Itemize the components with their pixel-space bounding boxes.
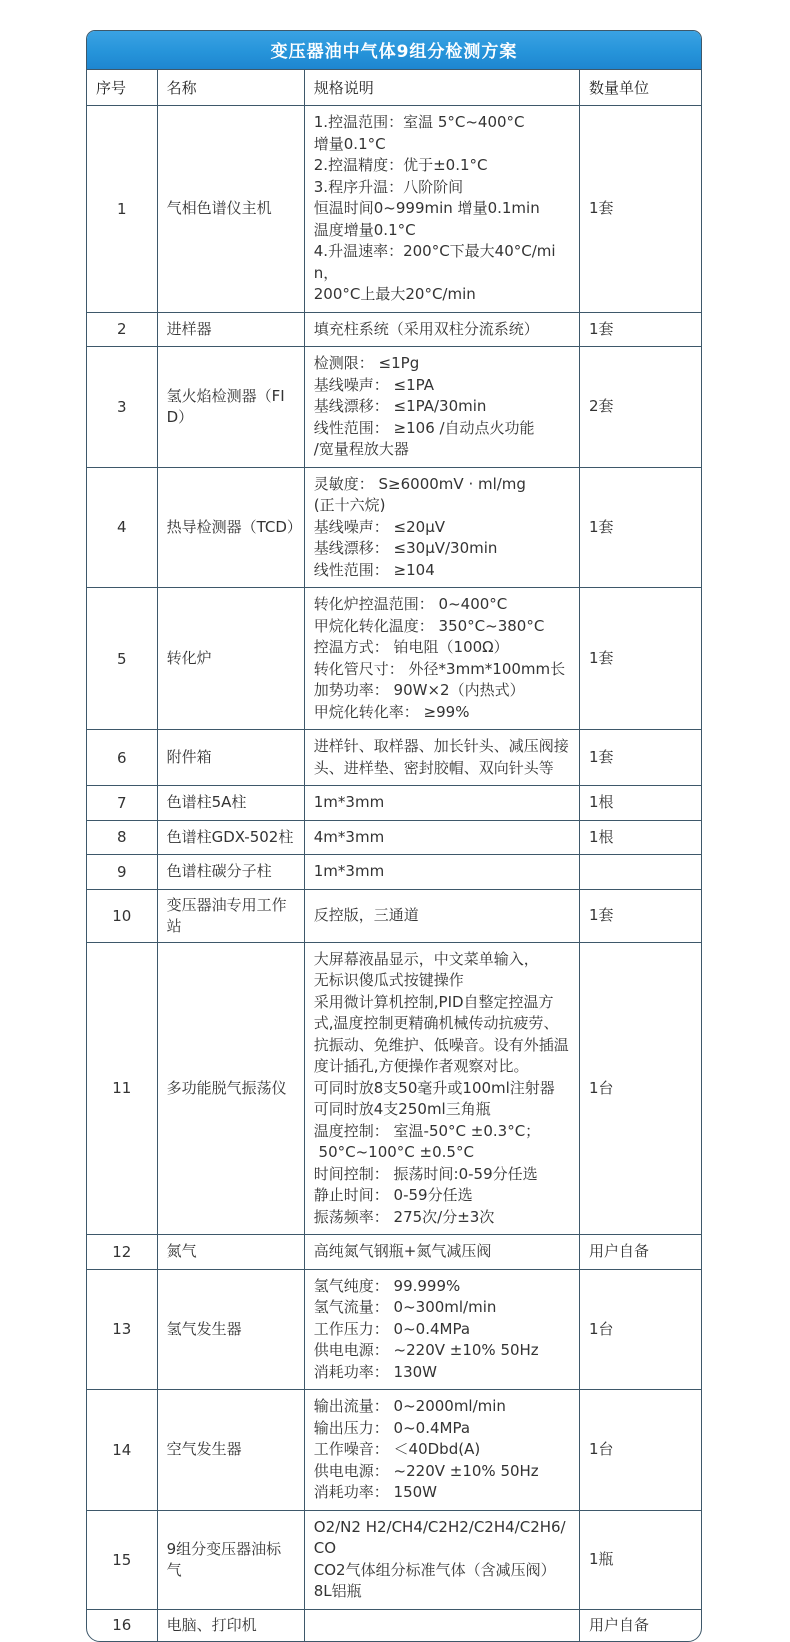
table-row: [87, 855, 701, 890]
item-spec-line: 可同时放8支50毫升或100ml注射器: [313, 1078, 555, 1097]
item-qty: 1套: [579, 588, 701, 730]
item-spec-line: 4m*3mm: [313, 827, 385, 846]
item-qty: 1套: [579, 467, 701, 588]
item-spec: [304, 1390, 579, 1511]
item-qty: 1台: [579, 1390, 701, 1511]
item-name: 转化炉: [157, 588, 304, 730]
item-name: 氢气发生器: [157, 1269, 304, 1390]
item-spec-line: 线性范围： ≥104: [313, 560, 435, 579]
table-row: [87, 588, 701, 730]
item-spec: [304, 889, 579, 942]
item-qty: 1套: [579, 889, 701, 942]
item-spec-line: 消耗功率： 150W: [313, 1483, 437, 1501]
item-qty: 1台: [579, 942, 701, 1235]
table-row: [87, 1609, 701, 1641]
item-name: 色谱柱GDX-502柱: [157, 820, 304, 855]
item-spec-line: 振荡频率： 275次/分±3次: [313, 1207, 495, 1226]
item-spec-line: 1m*3mm: [313, 793, 385, 811]
item-spec-line: 3.程序升温：八阶阶间: [313, 177, 464, 196]
item-spec-line: 灵敏度： S≥6000mV · ml/mg: [313, 474, 526, 493]
item-spec: [304, 106, 579, 313]
item-spec-line: 转化炉控温范围： 0~400°C: [313, 595, 508, 613]
item-qty: 1瓶: [579, 1510, 701, 1609]
item-qty: 1根: [579, 786, 701, 821]
table-row: [87, 312, 701, 347]
row-number: 5: [87, 588, 157, 730]
item-spec-line: 氢气纯度： 99.999%: [313, 1276, 461, 1295]
item-spec: [304, 312, 579, 347]
row-number: 12: [87, 1235, 157, 1270]
item-spec-line: 200°C上最大20°C/min: [313, 285, 476, 303]
item-spec-line: 输出流量： 0~2000ml/min: [313, 1397, 506, 1415]
spec-sheet: [86, 30, 702, 1642]
item-spec-line: 静止时间： 0-59分任选: [313, 1186, 473, 1204]
table-row: [87, 942, 701, 1235]
item-spec-line: 可同时放4支250ml三角瓶: [313, 1100, 491, 1118]
table-row: [87, 820, 701, 855]
table-row: [87, 1390, 701, 1511]
item-spec: [304, 1269, 579, 1390]
item-qty: 用户自备: [579, 1609, 701, 1641]
item-spec-line: 控温方式： 铂电阻（100Ω）: [313, 638, 509, 656]
item-spec: [304, 1235, 579, 1270]
item-qty: 1套: [579, 730, 701, 786]
row-number: 13: [87, 1269, 157, 1390]
item-spec: [304, 1510, 579, 1609]
item-spec-line: 检测限： ≤1Pg: [313, 354, 420, 372]
row-number: 1: [87, 106, 157, 313]
item-spec-line: 氢气流量： 0~300ml/min: [313, 1298, 497, 1316]
item-spec-line: 线性范围： ≥106 /自动点火功能: [313, 418, 535, 437]
item-spec-line: 基线噪声： ≤1PA: [313, 375, 434, 394]
item-spec-line: 工作压力： 0~0.4MPa: [313, 1319, 471, 1338]
item-spec-line: 4.升温速率：200°C下最大40°C/min，: [313, 242, 556, 282]
table-row: [87, 730, 701, 786]
page-title: 变压器油中气体9组分检测方案: [87, 31, 701, 69]
item-spec-line: 1.控温范围：室温 5°C~400°C: [313, 113, 525, 131]
item-spec-line: 甲烷化转化率： ≥99%: [313, 702, 470, 721]
table-row: [87, 106, 701, 313]
spec-table: [87, 69, 701, 1641]
item-spec-line: 50°C~100°C ±0.5°C: [313, 1143, 474, 1161]
column-header-name: 名称: [157, 70, 304, 106]
item-spec-line: (正十六烷): [313, 496, 386, 514]
item-name: 进样器: [157, 312, 304, 347]
item-name: 多功能脱气振荡仪: [157, 942, 304, 1235]
item-spec-line: 工作噪音： ＜40Dbd(A): [313, 1440, 481, 1458]
item-spec-line: CO2气体组分标准气体（含减压阀）: [313, 1560, 556, 1579]
item-spec-line: 反控版，三通道: [313, 905, 419, 924]
row-number: 10: [87, 889, 157, 942]
row-number: 9: [87, 855, 157, 890]
table-row: [87, 1510, 701, 1609]
row-number: 16: [87, 1609, 157, 1641]
item-spec-line: 输出压力： 0~0.4MPa: [313, 1418, 471, 1437]
row-number: 7: [87, 786, 157, 821]
row-number: 2: [87, 312, 157, 347]
row-number: 15: [87, 1510, 157, 1609]
item-spec: [304, 855, 579, 890]
row-number: 3: [87, 347, 157, 468]
item-spec-line: 高纯氮气钢瓶+氮气减压阀: [313, 1242, 492, 1260]
row-number: 4: [87, 467, 157, 588]
item-spec-line: /宽量程放大器: [313, 440, 409, 458]
item-spec-line: 1m*3mm: [313, 862, 385, 880]
item-spec: [304, 820, 579, 855]
item-spec-line: 增量0.1°C: [313, 134, 386, 153]
item-name: 热导检测器（TCD）: [157, 467, 304, 588]
item-qty: 用户自备: [579, 1235, 701, 1270]
item-name: 色谱柱碳分子柱: [157, 855, 304, 890]
header-row: [87, 70, 701, 106]
table-row: [87, 467, 701, 588]
item-name: 色谱柱5A柱: [157, 786, 304, 821]
item-name: 变压器油专用工作站: [157, 889, 304, 942]
item-spec-line: 消耗功率： 130W: [313, 1362, 437, 1381]
column-header-spec: 规格说明: [304, 70, 579, 106]
item-spec: [304, 1609, 579, 1641]
item-name: 9组分变压器油标气: [157, 1510, 304, 1609]
item-spec-line: 基线噪声： ≤20μV: [313, 517, 445, 536]
item-spec-line: 温度控制： 室温-50°C ±0.3°C；: [313, 1121, 541, 1140]
item-spec-line: 基线漂移： ≤1PA/30min: [313, 397, 487, 415]
item-spec: [304, 467, 579, 588]
table-header: [87, 70, 701, 106]
item-spec: [304, 730, 579, 786]
item-spec-line: 无标识傻瓜式按键操作: [313, 971, 464, 989]
item-spec-line: 8L铝瓶: [313, 1582, 362, 1600]
column-header-qty: 数量单位: [579, 70, 701, 106]
item-name: 空气发生器: [157, 1390, 304, 1511]
item-spec-line: 大屏幕液晶显示，中文菜单输入，: [313, 949, 539, 968]
item-qty: 1套: [579, 312, 701, 347]
item-qty: 2套: [579, 347, 701, 468]
item-spec: [304, 786, 579, 821]
item-spec: [304, 942, 579, 1235]
item-spec-line: 供电电源： ~220V ±10% 50Hz: [313, 1461, 539, 1480]
item-spec-line: 时间控制： 振荡时间:0-59分任选: [313, 1164, 538, 1183]
item-name: 附件箱: [157, 730, 304, 786]
item-name: 气相色谱仪主机: [157, 106, 304, 313]
item-qty: 1根: [579, 820, 701, 855]
item-name: 电脑、打印机: [157, 1609, 304, 1641]
row-number: 8: [87, 820, 157, 855]
item-spec-line: 加势功率： 90W×2（内热式）: [313, 681, 525, 699]
item-qty: 1台: [579, 1269, 701, 1390]
item-name: 氮气: [157, 1235, 304, 1270]
table-row: [87, 1235, 701, 1270]
row-number: 11: [87, 942, 157, 1235]
table-body: [87, 106, 701, 1641]
item-spec-line: 基线漂移： ≤30μV/30min: [313, 539, 498, 557]
item-spec-line: 恒温时间0~999min 增量0.1min: [313, 199, 540, 217]
item-spec-line: 采用微计算机控制,PID自整定控温方式,温度控制更精确机械传动抗疲劳、抗振动、免维护、低噪音。设有外插温度计插孔,方便操作者观察对比。: [313, 992, 569, 1075]
item-spec-line: 甲烷化转化温度： 350°C~380°C: [313, 616, 545, 635]
table-row: [87, 786, 701, 821]
table-row: [87, 1269, 701, 1390]
item-name: 氢火焰检测器（FID）: [157, 347, 304, 468]
item-spec-line: 供电电源： ~220V ±10% 50Hz: [313, 1341, 539, 1359]
item-qty: 1套: [579, 106, 701, 313]
item-qty: [579, 855, 701, 890]
item-spec-line: 填充柱系统（采用双柱分流系统）: [313, 319, 539, 338]
column-header-no: 序号: [87, 70, 157, 106]
item-spec-line: 温度增量0.1°C: [313, 220, 416, 239]
table-row: [87, 347, 701, 468]
item-spec: [304, 588, 579, 730]
item-spec-line: 2.控温精度：优于±0.1°C: [313, 156, 488, 174]
row-number: 6: [87, 730, 157, 786]
item-spec: [304, 347, 579, 468]
row-number: 14: [87, 1390, 157, 1511]
item-spec-line: 进样针、取样器、加长针头、减压阀接头、进样垫、密封胶帽、双向针头等: [313, 737, 569, 777]
item-spec-line: 转化管尺寸： 外径*3mm*100mm长: [313, 659, 566, 678]
item-spec-line: O2/N2 H2/CH4/C2H2/C2H4/C2H6/CO: [313, 1517, 566, 1557]
table-row: [87, 889, 701, 942]
